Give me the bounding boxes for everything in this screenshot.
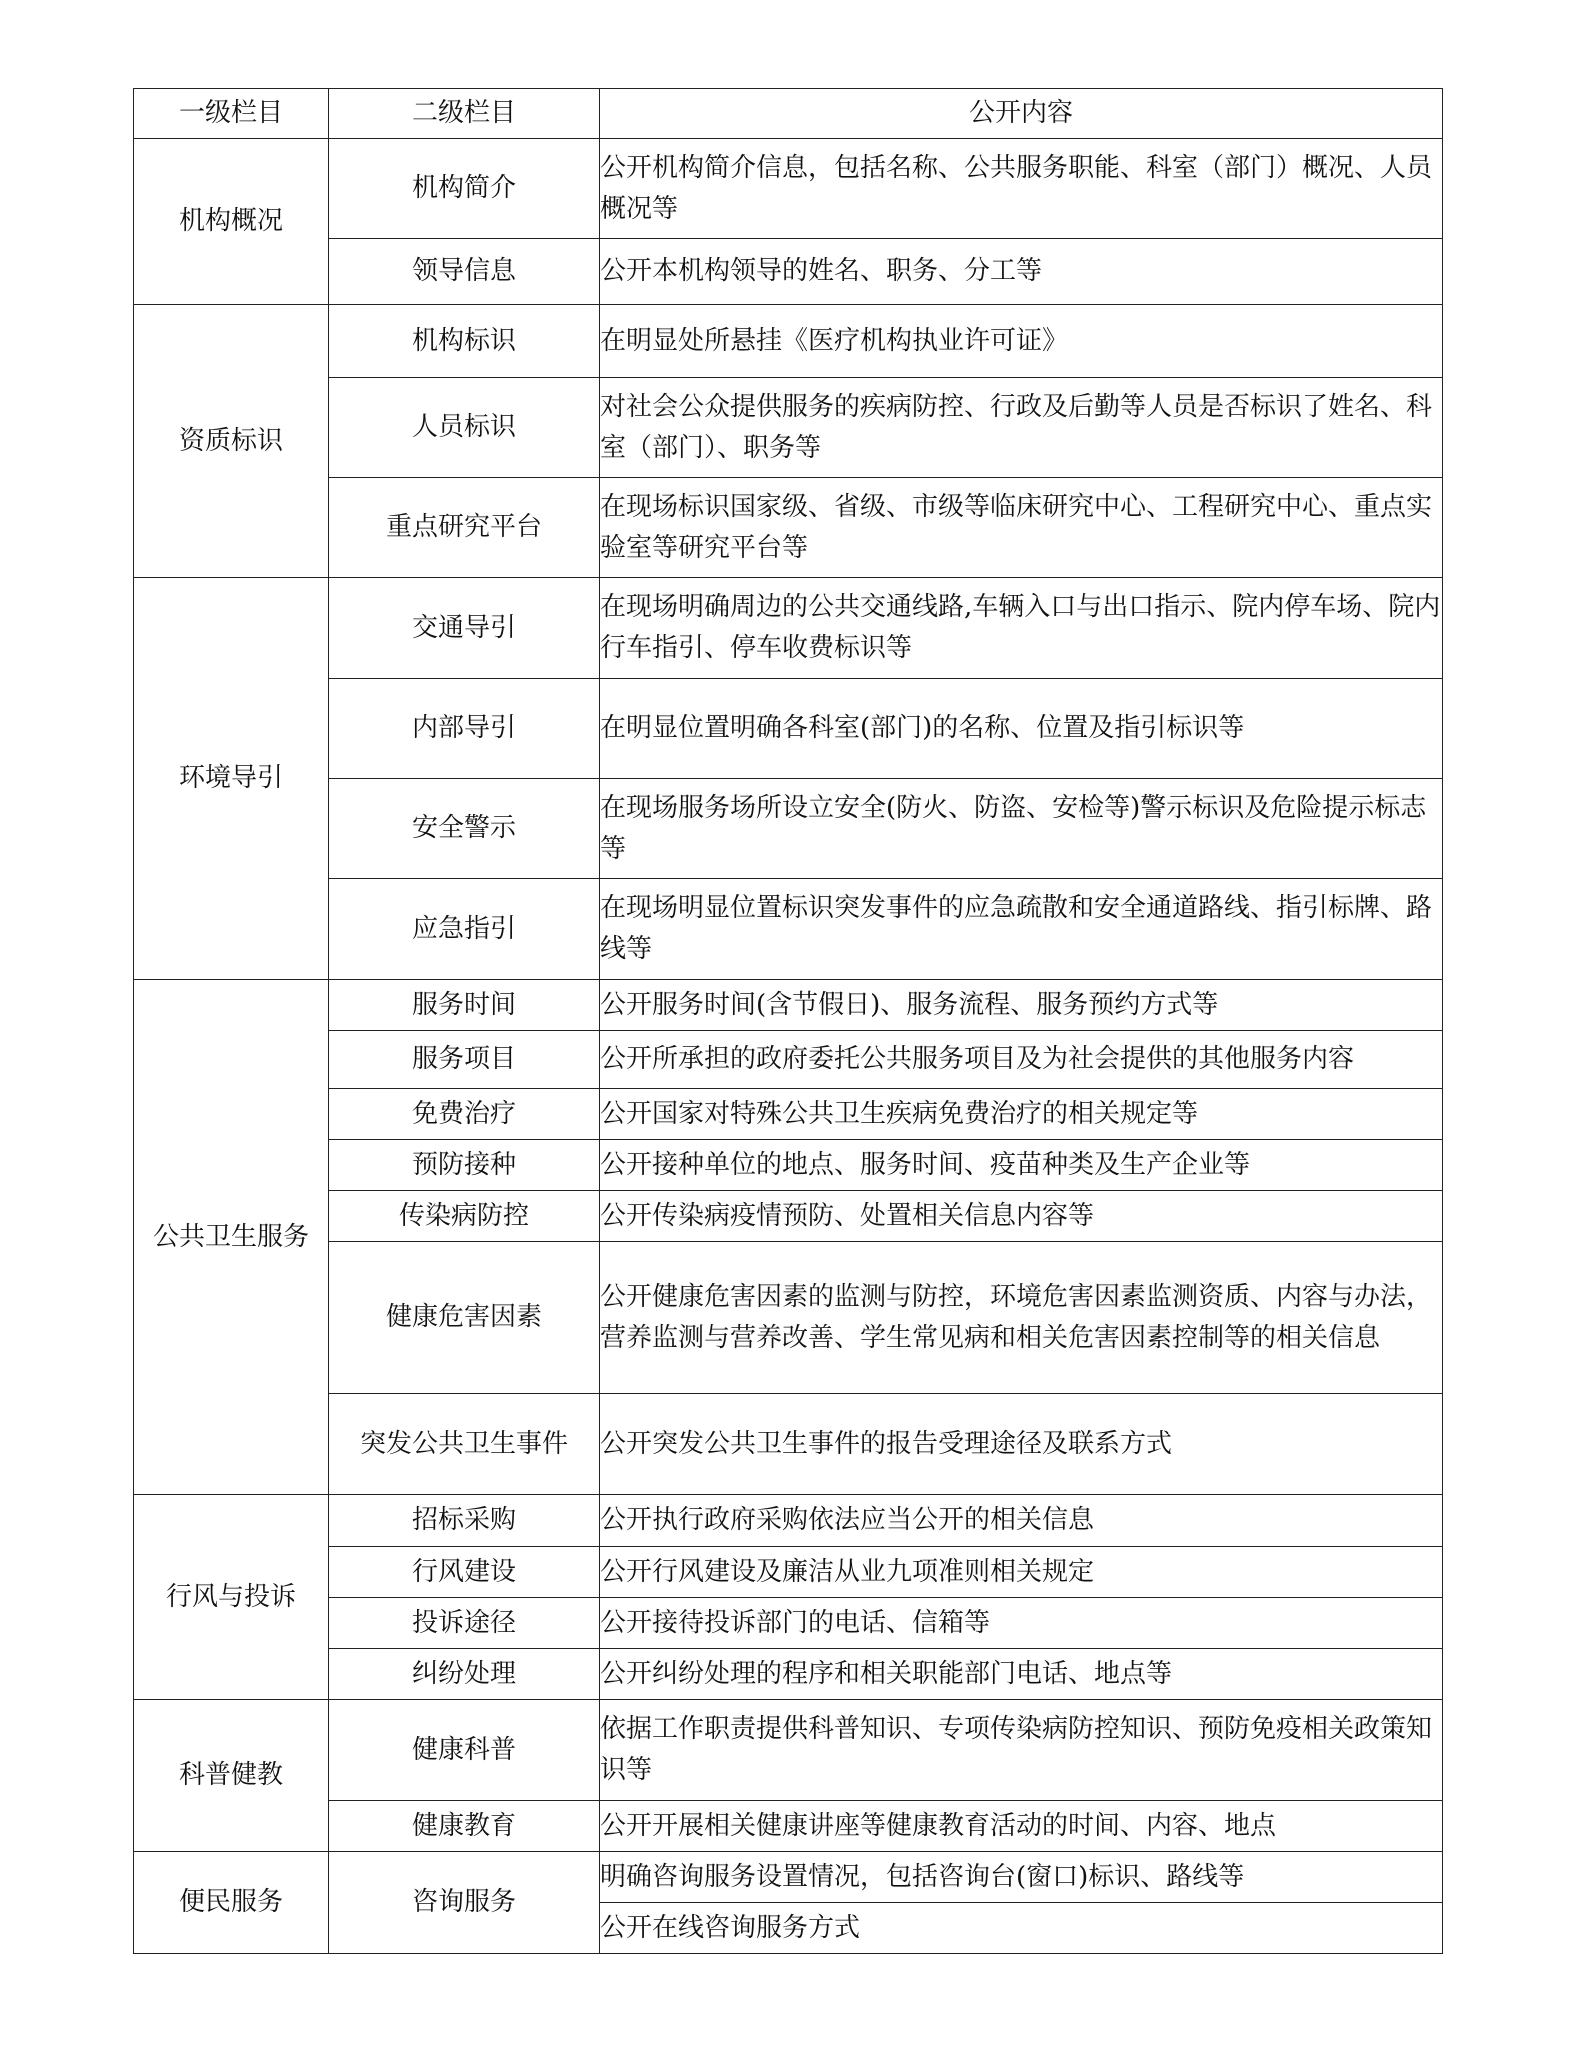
table-row [134,1547,1443,1598]
item-content: 在明显处所悬挂《医疗机构执业许可证》 [600,305,1443,378]
table-row [134,1089,1443,1140]
item-content: 公开国家对特殊公共卫生疾病免费治疗的相关规定等 [600,1089,1443,1140]
item-content: 公开健康危害因素的监测与防控，环境危害因素监测资质、内容与办法，营养监测与营养改善、学生常见病和相关危害因素控制等的相关信息 [600,1242,1443,1394]
section-name: 机构概况 [134,139,329,305]
item-name: 服务时间 [329,980,600,1031]
item-content: 在现场标识国家级、省级、市级等临床研究中心、工程研究中心、重点实验室等研究平台等 [600,478,1443,578]
item-content: 公开在线咨询服务方式 [600,1903,1443,1954]
table-row [134,1394,1443,1495]
disclosure-table [133,88,1443,1954]
section-name: 便民服务 [134,1852,329,1954]
table-row [134,1801,1443,1852]
item-content: 依据工作职责提供科普知识、专项传染病防控知识、预防免疫相关政策知识等 [600,1700,1443,1801]
item-content: 公开传染病疫情预防、处置相关信息内容等 [600,1191,1443,1242]
item-content: 在明显位置明确各科室(部门)的名称、位置及指引标识等 [600,679,1443,779]
item-content: 对社会公众提供服务的疾病防控、行政及后勤等人员是否标识了姓名、科室（部门）、职务等 [600,378,1443,478]
item-name: 投诉途径 [329,1598,600,1649]
table-row [134,478,1443,578]
table-row [134,139,1443,239]
item-content: 公开机构简介信息，包括名称、公共服务职能、科室（部门）概况、人员概况等 [600,139,1443,239]
item-content: 公开接种单位的地点、服务时间、疫苗种类及生产企业等 [600,1140,1443,1191]
item-name: 招标采购 [329,1495,600,1547]
item-name: 咨询服务 [329,1852,600,1954]
item-name: 机构标识 [329,305,600,378]
item-content: 公开执行政府采购依法应当公开的相关信息 [600,1495,1443,1547]
header-content: 公开内容 [600,89,1443,139]
item-name: 突发公共卫生事件 [329,1394,600,1495]
item-name: 健康教育 [329,1801,600,1852]
item-name: 机构简介 [329,139,600,239]
item-name: 健康危害因素 [329,1242,600,1394]
table-row [134,980,1443,1031]
item-name: 应急指引 [329,879,600,980]
section-name: 资质标识 [134,305,329,578]
table-row [134,1495,1443,1547]
item-name: 重点研究平台 [329,478,600,578]
item-name: 内部导引 [329,679,600,779]
header-level1: 一级栏目 [134,89,329,139]
table-row [134,879,1443,980]
table-row [134,239,1443,305]
item-content: 公开突发公共卫生事件的报告受理途径及联系方式 [600,1394,1443,1495]
item-name: 领导信息 [329,239,600,305]
item-name: 预防接种 [329,1140,600,1191]
item-content: 公开行风建设及廉洁从业九项准则相关规定 [600,1547,1443,1598]
table-row [134,305,1443,378]
item-name: 交通导引 [329,578,600,679]
table-row [134,779,1443,879]
item-content: 公开本机构领导的姓名、职务、分工等 [600,239,1443,305]
table-row [134,1242,1443,1394]
header-row [134,89,1443,139]
table-row [134,1598,1443,1649]
item-name: 免费治疗 [329,1089,600,1140]
item-content: 在现场明确周边的公共交通线路,车辆入口与出口指示、院内停车场、院内行车指引、停车收费标识等 [600,578,1443,679]
table-row [134,1191,1443,1242]
table-row [134,378,1443,478]
section-name: 公共卫生服务 [134,980,329,1495]
item-name: 健康科普 [329,1700,600,1801]
table-row [134,1031,1443,1089]
table-row [134,578,1443,679]
item-content: 在现场明显位置标识突发事件的应急疏散和安全通道路线、指引标牌、路线等 [600,879,1443,980]
section-name: 科普健教 [134,1700,329,1852]
item-name: 传染病防控 [329,1191,600,1242]
item-name: 行风建设 [329,1547,600,1598]
item-name: 纠纷处理 [329,1649,600,1700]
section-name: 环境导引 [134,578,329,980]
table-row [134,1852,1443,1903]
item-content: 公开纠纷处理的程序和相关职能部门电话、地点等 [600,1649,1443,1700]
item-content: 在现场服务场所设立安全(防火、防盗、安检等)警示标识及危险提示标志等 [600,779,1443,879]
table-row [134,1649,1443,1700]
header-level2: 二级栏目 [329,89,600,139]
item-content: 公开接待投诉部门的电话、信箱等 [600,1598,1443,1649]
item-name: 安全警示 [329,779,600,879]
item-name: 服务项目 [329,1031,600,1089]
table-row [134,1700,1443,1801]
item-content: 明确咨询服务设置情况，包括咨询台(窗口)标识、路线等 [600,1852,1443,1903]
table-row [134,679,1443,779]
item-name: 人员标识 [329,378,600,478]
item-content: 公开服务时间(含节假日)、服务流程、服务预约方式等 [600,980,1443,1031]
table-row [134,1140,1443,1191]
section-name: 行风与投诉 [134,1495,329,1700]
item-content: 公开开展相关健康讲座等健康教育活动的时间、内容、地点 [600,1801,1443,1852]
item-content: 公开所承担的政府委托公共服务项目及为社会提供的其他服务内容 [600,1031,1443,1089]
